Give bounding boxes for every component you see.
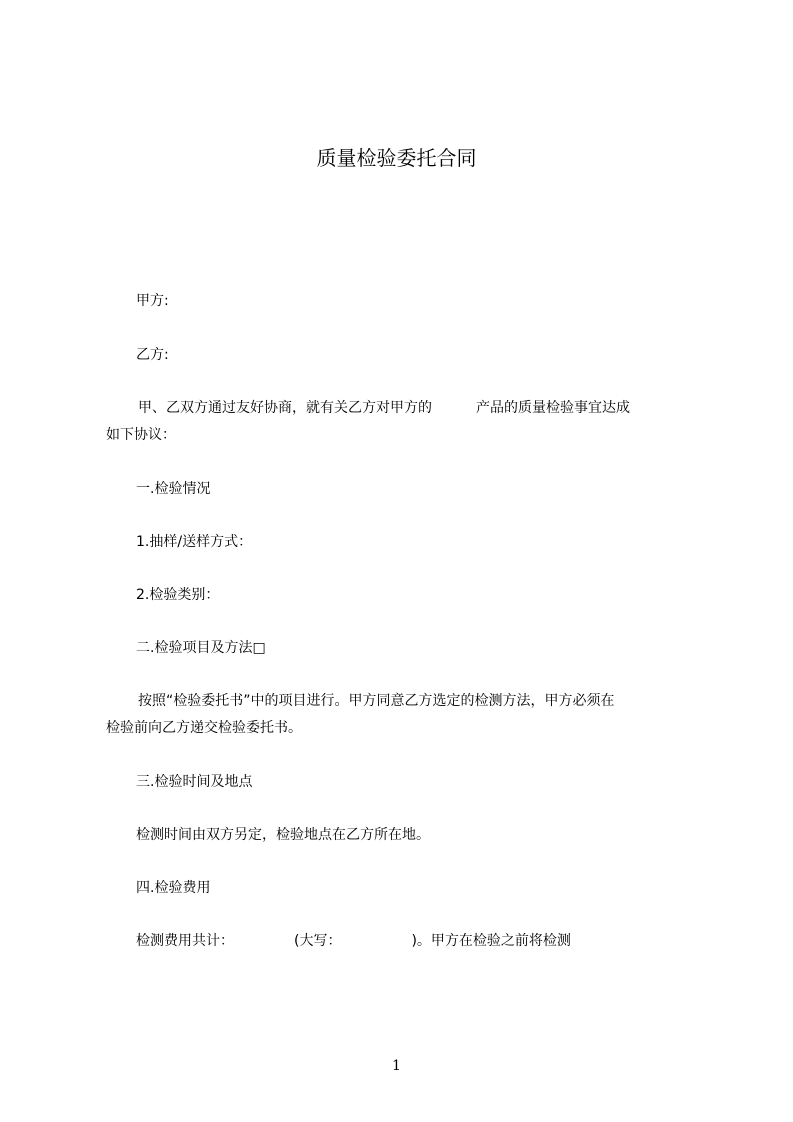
section2-paragraph-line1: 按照“检验委托书”中的项目进行。甲方同意乙方选定的检测方法，甲方必须在 [138,693,615,709]
section2-paragraph-line2: 检验前向乙方递交检验委托书。 [106,720,302,736]
intro-text-part2: 产品的质量检验事宜达成 [476,400,630,416]
section3-paragraph: 检测时间由双方另定，检验地点在乙方所在地。 [136,827,430,843]
fee-uppercase-label: (大写： [294,933,342,949]
section1-heading: 一.检验情况 [136,481,211,497]
fee-paragraph-continuation: )。甲方在检验之前将检测 [411,933,571,949]
document-title: 质量检验委托合同 [316,146,477,170]
party-a-label: 甲方: [136,293,169,309]
page-number: 1 [392,1058,401,1074]
fee-total-label: 检测费用共计： [136,933,234,949]
intro-text-part1: 甲、乙双方通过友好协商，就有关乙方对甲方的 [138,400,432,416]
section4-heading: 四.检验费用 [136,880,211,896]
section4-paragraph [136,931,571,951]
intro-paragraph-line1 [138,398,630,418]
section2-heading: 二.检验项目及方法□ [136,640,266,656]
section1-item1: 1.抽样/送样方式： [136,534,253,550]
party-b-label: 乙方: [136,347,169,363]
section1-item2: 2.检验类别： [136,587,220,603]
intro-paragraph-line2: 如下协议： [106,427,176,443]
section3-heading: 三.检验时间及地点 [136,774,253,790]
